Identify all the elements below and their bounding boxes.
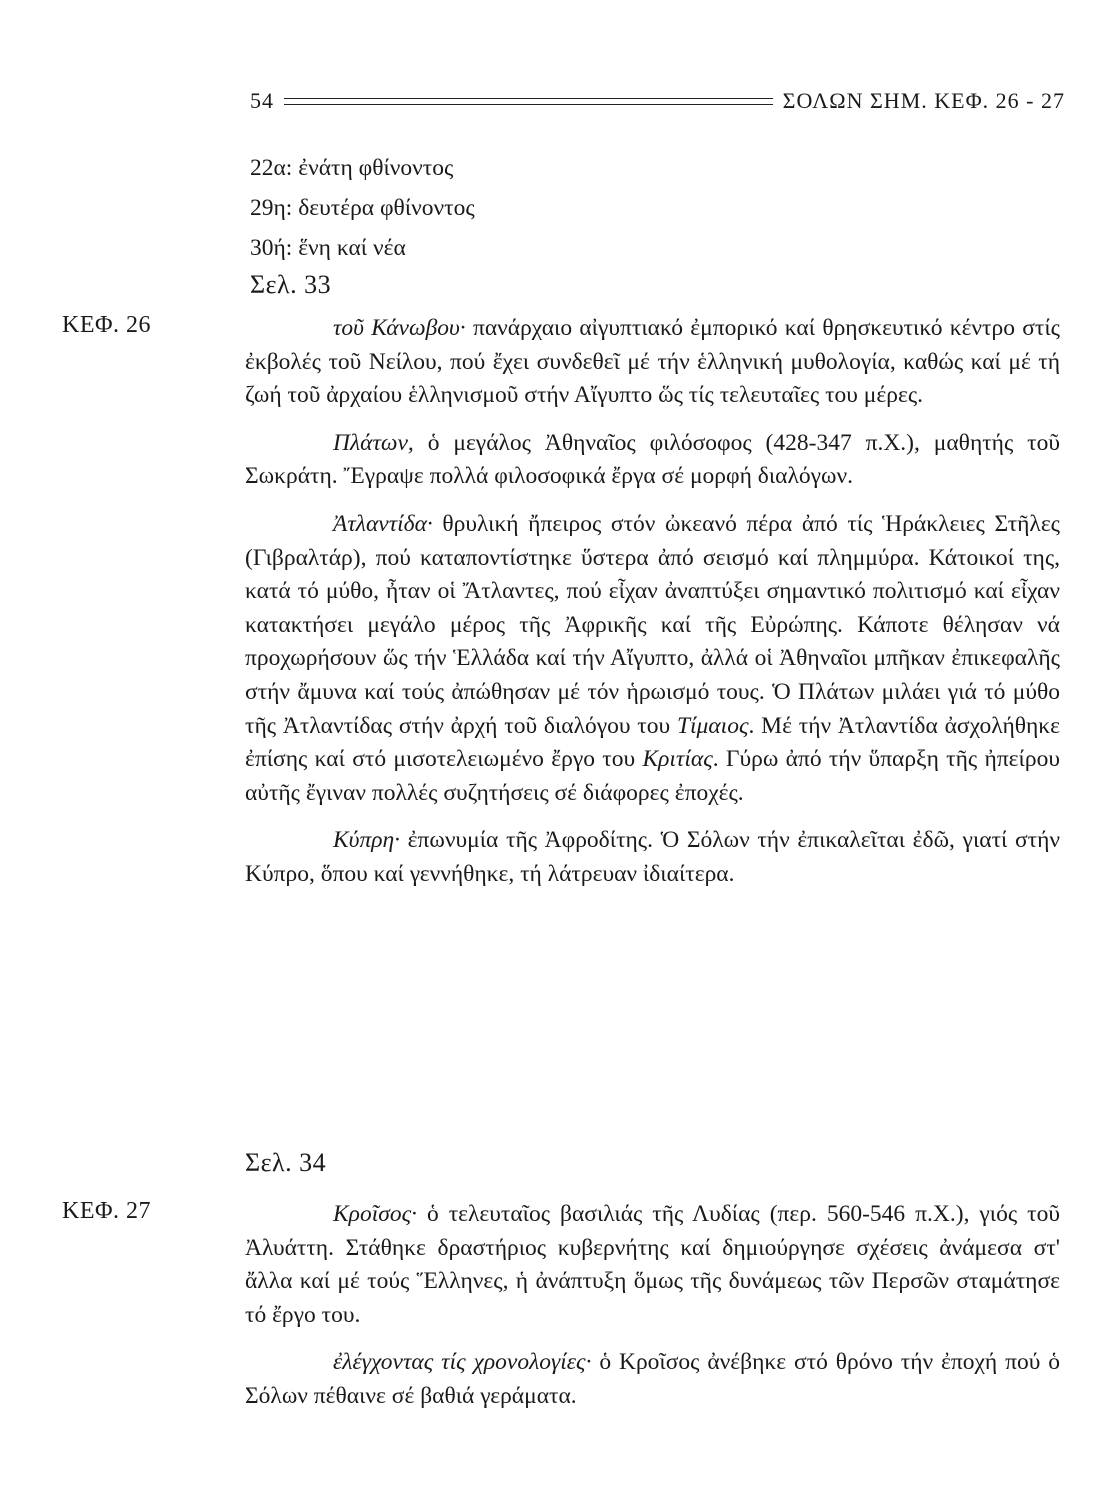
note-text: ὁ Κροῖσος ἀνέβηκε στό θρόνο τήν ἐποχή πού ὁ Σόλων πέθαινε σέ βαθιά γεράματα. — [245, 1349, 1060, 1409]
note-entry — [245, 508, 1060, 810]
page-number: 54 — [250, 88, 274, 113]
list-item: 29η: δευτέρα φθίνοντος — [250, 195, 475, 221]
note-text: . Μέ τήν Ἀτλαντίδα ἀσχολήθηκε ἐπίσης καί στό μισοτελειωμένο ἔργο του — [245, 712, 1060, 773]
list-item: 30ή: ἕνη καί νέα — [250, 235, 406, 261]
note-text: . Γύρω ἀπό τήν ὕπαρξη τῆς ἠπείρου αὐτῆς ἔγιναν πολλές συζητήσεις σέ διάφορες ἐποχές. — [245, 746, 1060, 806]
note-term: Κροῖσος· — [333, 1201, 417, 1227]
note-entry — [245, 312, 1060, 413]
note-term: Ἀτλαντίδα· — [333, 510, 433, 537]
note-term: τοῦ Κάνωβου· — [333, 315, 466, 341]
notes-block-sel33 — [245, 312, 1060, 906]
section-heading-sel34: Σελ. 34 — [245, 1148, 327, 1177]
note-text: πανάρχαιο αἰγυπτιακό ἐμπορικό καί θρησκευτικό κέντρο στίς ἐκβολές τοῦ Νείλου, πού ἔχει συνδεθεῖ μέ τήν ἑλληνική μυθολογία, καθώς καί μέ τή ζωή τοῦ ἀρχαίου ἑλληνισμοῦ στήν Αἴγυπτο ὥς τίς τελευταῖες του μέρες. — [245, 315, 1060, 409]
margin-note-kef27: ΚΕΦ. 27 — [62, 1198, 152, 1224]
note-entry — [245, 824, 1060, 891]
note-entry — [245, 427, 1060, 494]
note-term: Πλάτων, — [333, 429, 414, 456]
running-title: ΣΟΛΩΝ ΣΗΜ. ΚΕΦ. 26 - 27 — [782, 88, 1065, 113]
list-item: 22α: ἐνάτη φθίνοντος — [250, 155, 454, 181]
note-term: Κύπρη· — [333, 827, 401, 854]
note-text: ὁ τελευταῖος βασιλιάς τῆς Λυδίας (περ. 560-546 π.Χ.), γιός τοῦ Ἀλυάττη. Στάθηκε δραστήριος κυβερνήτης καί δημιούργησε σχέσεις ἀνάμεσα στ' ἄλλα καί μέ τούς Ἕλληνες, ἡ ἀνάπτυξη ὅμως τῆς δυνάμεως τῶν Περσῶν σταμάτησε τό ἔργο του. — [245, 1201, 1060, 1328]
notes-block-sel34 — [245, 1198, 1060, 1428]
work-title: Κριτίας — [642, 746, 713, 773]
note-entry — [245, 1198, 1060, 1332]
section-heading-sel33: Σελ. 33 — [250, 270, 332, 299]
header-double-rule — [284, 98, 773, 105]
running-header — [250, 86, 1065, 116]
note-text: θρυλική ἤπειρος στόν ὠκεανό πέρα ἀπό τίς Ἡράκλειες Στῆλες (Γιβραλτάρ), πού καταποντίστηκε ὕστερα ἀπό σεισμό καί πλημμύρα. Κάτοικοί της, κατά τό μύθο, ἦταν οἱ Ἄτλαντες, πού εἶχαν ἀναπτύξει σημαντικό πολιτισμό καί εἶχαν κατακτήσει μεγάλο μέρος τῆς Ἀφρικῆς καί τῆς Εὐρώπης. Κάποτε θέλησαν νά προχωρήσουν ὥς τήν Ἑλλάδα καί τήν Αἴγυπτο, ἀλλά οἱ Ἀθηναῖοι μπῆκαν ἐπικεφαλῆς στήν ἄμυνα καί τούς ἀπώθησαν μέ τόν ἡρωισμό τους. Ὁ Πλάτων μιλάει γιά τό μύθο τῆς Ἀτλαντίδας στήν ἀρχή τοῦ διαλόγου του — [245, 510, 1060, 739]
note-text: ἐπωνυμία τῆς Ἀφροδίτης. Ὁ Σόλων τήν ἐπικαλεῖται ἐδῶ, γιατί στήν Κύπρο, ὅπου καί γεννήθηκε, τή λάτρευαν ἰδιαίτερα. — [245, 827, 1060, 887]
margin-note-kef26: ΚΕΦ. 26 — [62, 312, 152, 338]
work-title: Τίμαιος — [676, 712, 749, 739]
calendar-list — [250, 148, 475, 268]
note-term: ἐλέγχοντας τίς χρονολογίες· — [333, 1349, 592, 1376]
note-entry — [245, 1346, 1060, 1413]
note-text: ὁ μεγάλος Ἀθηναῖος φιλόσοφος (428-347 π.Χ.), μαθητής τοῦ Σωκράτη. Ἔγραψε πολλά φιλοσοφικά ἔργα σέ μορφή διαλόγων. — [245, 429, 1060, 490]
